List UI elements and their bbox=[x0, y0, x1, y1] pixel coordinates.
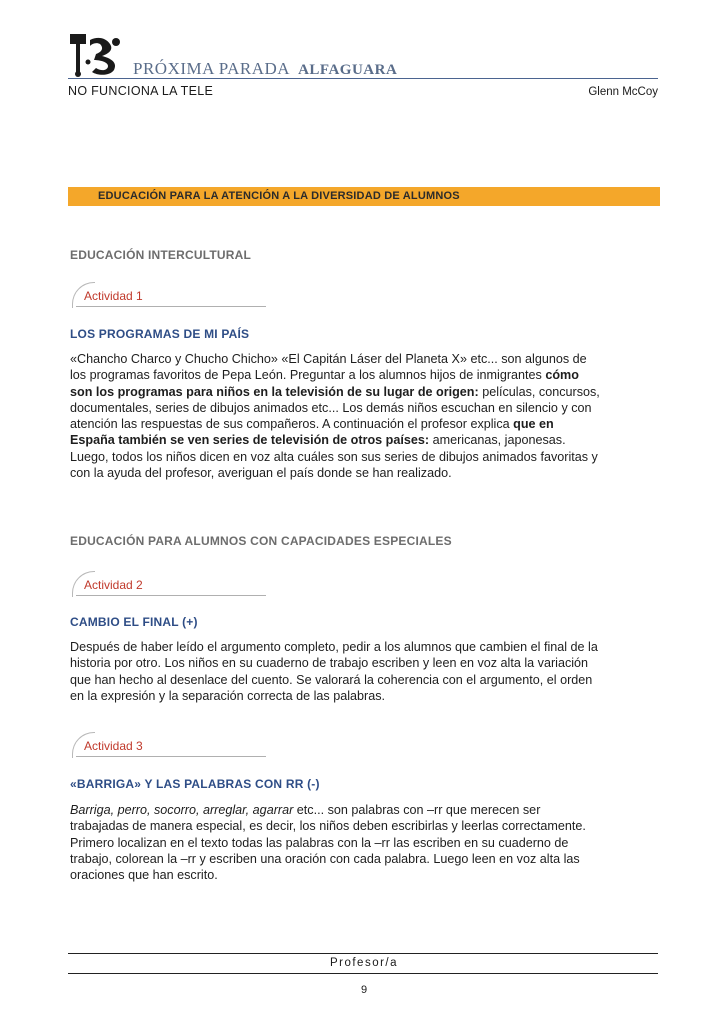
tab-underline bbox=[76, 595, 266, 596]
activity-label: Actividad 3 bbox=[84, 739, 143, 753]
activity-1-tab bbox=[70, 285, 266, 307]
activity-3-text bbox=[70, 802, 662, 883]
activity-2-text bbox=[70, 639, 662, 704]
section-banner bbox=[68, 187, 660, 206]
activity-3-tab bbox=[70, 735, 266, 757]
activity-2-tab bbox=[70, 574, 266, 596]
publisher-logo-icon bbox=[68, 32, 126, 78]
text-line: Después de haber leído el argumento completo, pedir a los alumnos que cambien el final de la bbox=[70, 640, 598, 654]
text-line: trabajo, colorean la –rr y escriben una oración con cada palabra. Luego leen en voz alta las bbox=[70, 851, 580, 866]
text-line: Luego, todos los niños dicen en voz alta cuáles son sus series de dibujos animados favoritas y bbox=[70, 449, 598, 464]
brand-name bbox=[133, 59, 397, 79]
activity-label: Actividad 1 bbox=[84, 289, 143, 303]
text-line: que han hecho al desenlace del cuento. Se valorará la coherencia con el argumento, el orden bbox=[70, 672, 593, 687]
activity-label: Actividad 2 bbox=[84, 578, 143, 592]
text-line: historia por otro. Los niños en su cuaderno de trabajo escriben y leen en voz alta la variación bbox=[70, 656, 589, 671]
text-line: en la expresión y la separación correcta de las palabras. bbox=[70, 688, 386, 703]
text-line: atención las respuestas de sus compañeros. A continuación el profesor explica que en bbox=[70, 417, 554, 432]
text-line: documentales, series de dibujos animados etc... Los demás niños escuchan en silencio y con bbox=[70, 400, 592, 415]
tab-underline bbox=[76, 756, 266, 757]
tab-underline bbox=[76, 306, 266, 307]
footer-divider-bottom bbox=[68, 973, 658, 974]
activity-1-title: LOS PROGRAMAS DE MI PAÍS bbox=[70, 327, 250, 341]
text-line: con la ayuda del profesor, averiguan el país donde se han realizado. bbox=[70, 466, 452, 481]
book-title: NO FUNCIONA LA TELE bbox=[68, 84, 214, 98]
text-line: los programas favoritos de Pepa León. Preguntar a los alumnos hijos de inmigrantes cómo bbox=[70, 368, 579, 383]
text-line: España también se ven series de televisión de otros países: americanas, japonesas. bbox=[70, 433, 566, 448]
text-line: Barriga, perro, socorro, arreglar, agarrar etc... son palabras con –rr que merecen ser bbox=[70, 803, 541, 817]
activity-2-title: CAMBIO EL FINAL (+) bbox=[70, 615, 198, 629]
section-title-special-needs: EDUCACIÓN PARA ALUMNOS CON CAPACIDADES ESPECIALES bbox=[70, 534, 452, 548]
activity-3-title: «BARRIGA» Y LAS PALABRAS CON RR (-) bbox=[70, 777, 320, 791]
header-divider bbox=[68, 78, 658, 79]
banner-text: EDUCACIÓN PARA LA ATENCIÓN A LA DIVERSIDAD DE ALUMNOS bbox=[98, 190, 460, 202]
text-line: oraciones que han escrito. bbox=[70, 868, 218, 883]
activity-1-text bbox=[70, 351, 662, 481]
brand-collection: PRÓXIMA PARADA bbox=[133, 59, 291, 78]
text-line: Primero localizan en el texto todas las palabras con la –rr las escriben en su cuaderno de bbox=[70, 835, 569, 850]
text-line: son los programas para niños en la televisión de su lugar de origen: películas, concursos, bbox=[70, 384, 600, 399]
section-title-intercultural: EDUCACIÓN INTERCULTURAL bbox=[70, 248, 252, 262]
text-line: «Chancho Charco y Chucho Chicho» «El Capitán Láser del Planeta X» etc... son algunos de bbox=[70, 352, 587, 366]
book-author: Glenn McCoy bbox=[588, 86, 658, 98]
text-line: trabajadas de manera especial, es decir, los niños deben escribirlas y leerlas correctamente. bbox=[70, 819, 586, 834]
page-number: 9 bbox=[360, 984, 368, 996]
footer-divider-top bbox=[68, 953, 658, 954]
brand-publisher: ALFAGUARA bbox=[298, 62, 398, 78]
footer-audience: Profesor/a bbox=[329, 957, 399, 969]
